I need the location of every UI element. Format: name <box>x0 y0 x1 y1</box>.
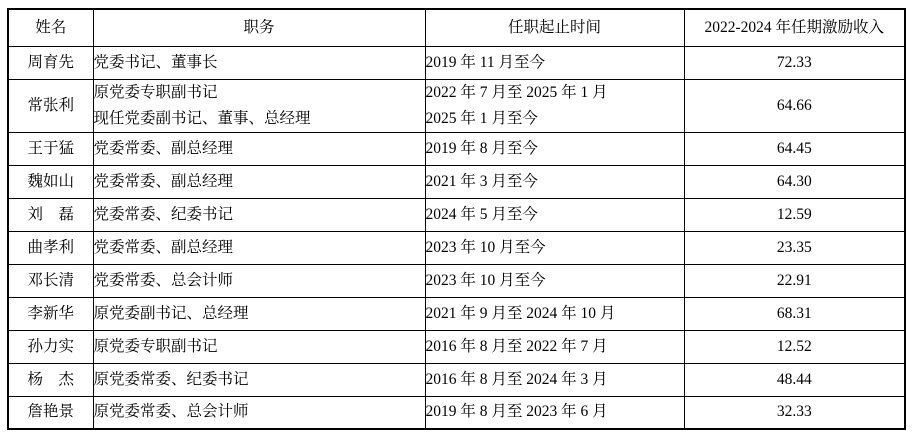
table-row <box>8 330 905 363</box>
name-cell: 詹艳景 <box>8 396 93 429</box>
term-cell: 2021 年 3 月至今 <box>425 165 684 198</box>
table-row <box>8 363 905 396</box>
header-position: 职务 <box>93 9 425 46</box>
income-cell: 12.52 <box>684 330 905 363</box>
executive-compensation-table <box>7 8 906 430</box>
income-cell: 68.31 <box>684 297 905 330</box>
term-cell: 2019 年 11 月至今 <box>425 46 684 79</box>
name-cell: 刘 磊 <box>8 198 93 231</box>
position-cell: 原党委常委、纪委书记 <box>93 363 425 396</box>
income-cell: 72.33 <box>684 46 905 79</box>
header-row <box>8 9 905 46</box>
income-cell: 64.66 <box>684 79 905 132</box>
table-row <box>8 46 905 79</box>
table-row <box>8 264 905 297</box>
table-row <box>8 396 905 429</box>
name-cell: 邓长清 <box>8 264 93 297</box>
name-cell: 孙力实 <box>8 330 93 363</box>
table-row <box>8 132 905 165</box>
income-cell: 22.91 <box>684 264 905 297</box>
position-cell: 党委常委、副总经理 <box>93 231 425 264</box>
income-cell: 48.44 <box>684 363 905 396</box>
term-cell: 2016 年 8 月至 2024 年 3 月 <box>425 363 684 396</box>
term-cell: 2022 年 7 月至 2025 年 1 月 2025 年 1 月至今 <box>425 79 684 132</box>
table-header <box>8 9 905 46</box>
term-cell: 2016 年 8 月至 2022 年 7 月 <box>425 330 684 363</box>
table-row <box>8 297 905 330</box>
term-cell: 2019 年 8 月至今 <box>425 132 684 165</box>
name-cell: 周育先 <box>8 46 93 79</box>
position-cell: 党委常委、纪委书记 <box>93 198 425 231</box>
term-cell: 2024 年 5 月至今 <box>425 198 684 231</box>
table-row <box>8 79 905 132</box>
term-cell: 2021 年 9 月至 2024 年 10 月 <box>425 297 684 330</box>
name-cell: 杨 杰 <box>8 363 93 396</box>
term-cell: 2023 年 10 月至今 <box>425 231 684 264</box>
header-name: 姓名 <box>8 9 93 46</box>
term-cell: 2023 年 10 月至今 <box>425 264 684 297</box>
header-income: 2022-2024 年任期激励收入 <box>684 9 905 46</box>
position-cell: 党委常委、总会计师 <box>93 264 425 297</box>
table-body <box>8 46 905 429</box>
position-cell: 原党委常委、总会计师 <box>93 396 425 429</box>
header-term: 任职起止时间 <box>425 9 684 46</box>
name-cell: 常张利 <box>8 79 93 132</box>
income-cell: 64.30 <box>684 165 905 198</box>
name-cell: 李新华 <box>8 297 93 330</box>
income-cell: 12.59 <box>684 198 905 231</box>
table-row <box>8 165 905 198</box>
position-cell: 原党委专职副书记 <box>93 330 425 363</box>
position-cell: 党委书记、董事长 <box>93 46 425 79</box>
position-cell: 原党委副书记、总经理 <box>93 297 425 330</box>
name-cell: 王于猛 <box>8 132 93 165</box>
position-cell: 党委常委、副总经理 <box>93 165 425 198</box>
name-cell: 魏如山 <box>8 165 93 198</box>
income-cell: 23.35 <box>684 231 905 264</box>
position-cell: 党委常委、副总经理 <box>93 132 425 165</box>
income-cell: 64.45 <box>684 132 905 165</box>
term-cell: 2019 年 8 月至 2023 年 6 月 <box>425 396 684 429</box>
income-cell: 32.33 <box>684 396 905 429</box>
table-row <box>8 198 905 231</box>
table-row <box>8 231 905 264</box>
position-cell: 原党委专职副书记 现任党委副书记、董事、总经理 <box>93 79 425 132</box>
name-cell: 曲孝利 <box>8 231 93 264</box>
